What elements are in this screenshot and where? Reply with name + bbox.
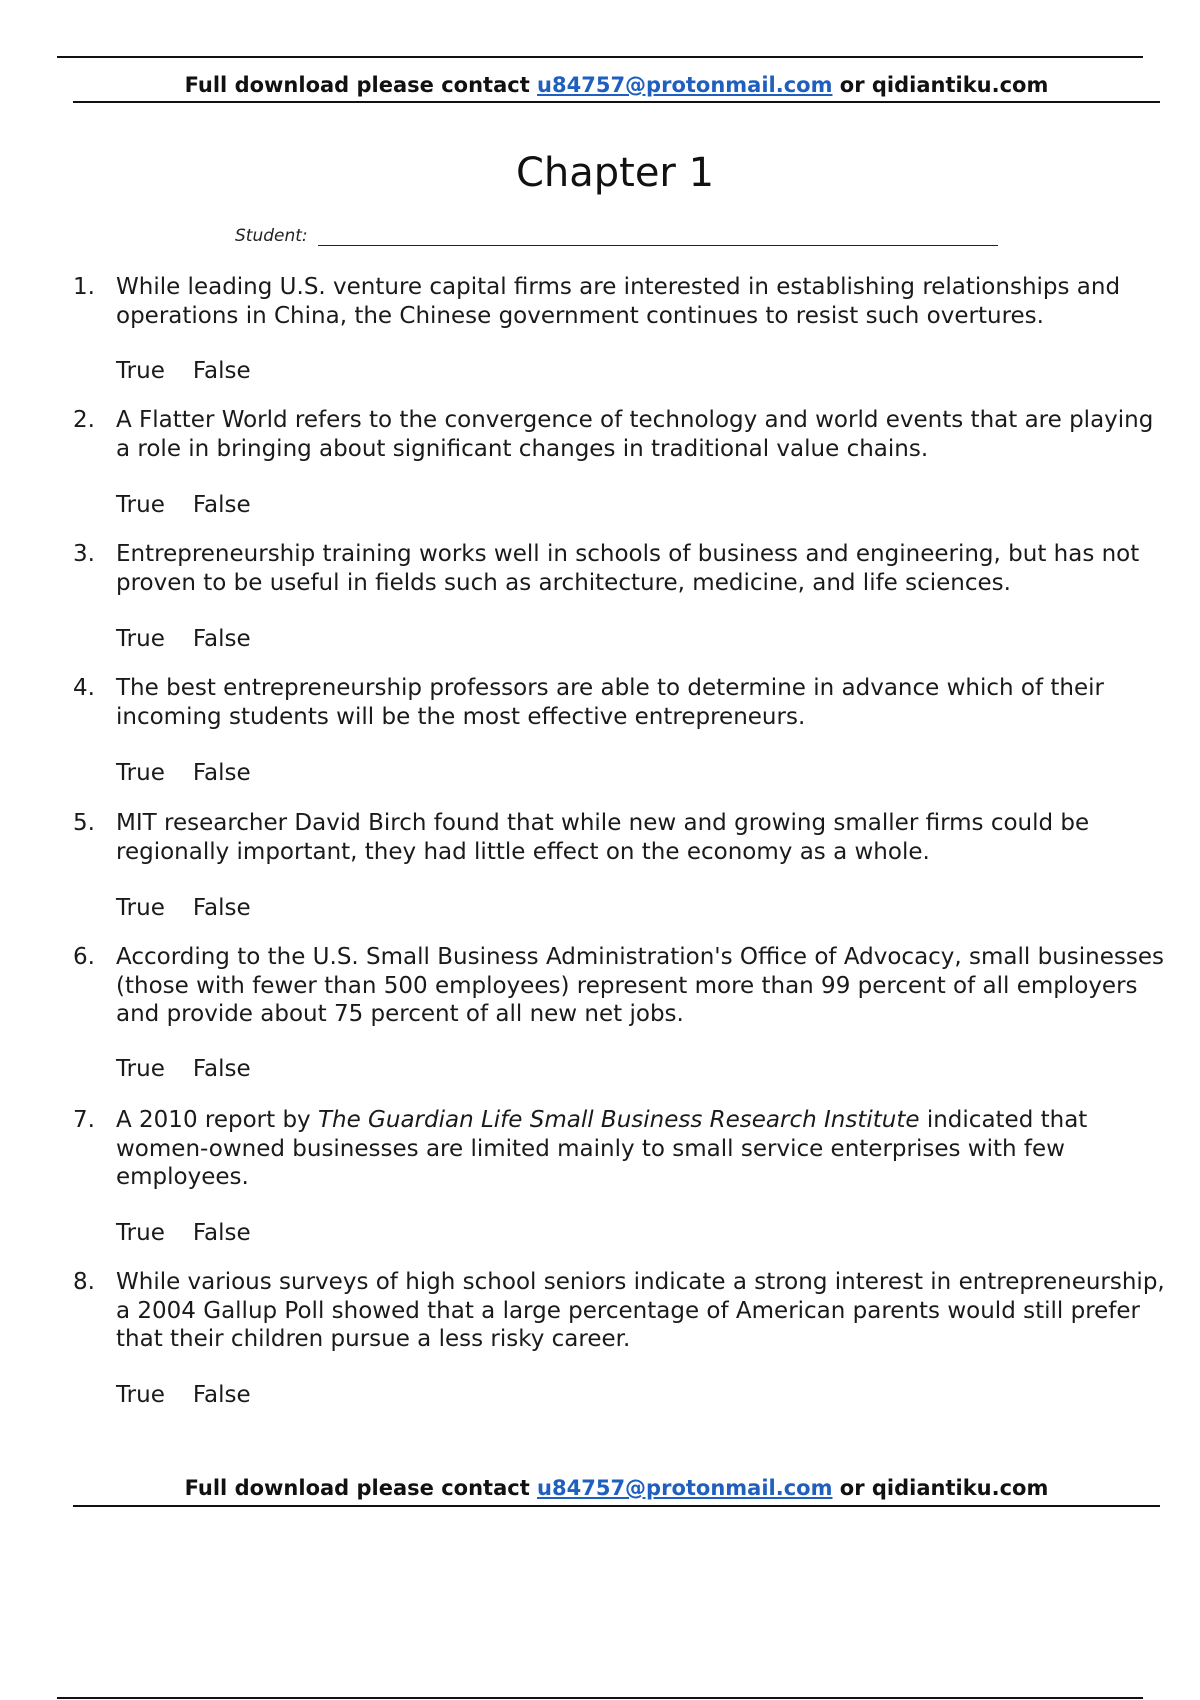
- question-number: 4.: [73, 675, 95, 701]
- answer-options-6: [116, 1055, 251, 1083]
- answer-options-8: [116, 1381, 251, 1409]
- option-true[interactable]: True: [116, 895, 165, 921]
- question-text-before: A 2010 report by: [116, 1107, 318, 1133]
- question-number: 8.: [73, 1269, 95, 1295]
- answer-options-3: [116, 625, 251, 653]
- question-text: MIT researcher David Birch found that while new and growing smaller firms could be regionally important, they had little effect on the economy as a whole.: [116, 810, 1090, 865]
- answer-options-1: [116, 357, 251, 385]
- question-5: [73, 809, 1173, 869]
- header-top-rule: [57, 56, 1143, 58]
- question-1: [73, 273, 1173, 333]
- footer-rule: [73, 1505, 1160, 1507]
- question-text: While leading U.S. venture capital firms are interested in establishing relationships and operations in China, the Chinese government continues to resist such overtures.: [116, 274, 1121, 329]
- option-true[interactable]: True: [116, 358, 165, 384]
- question-text-italic-title: The Guardian Life Small Business Research Institute: [317, 1107, 920, 1133]
- answer-options-5: [116, 894, 251, 922]
- student-label: Student:: [235, 226, 308, 246]
- question-7: [73, 1106, 1173, 1194]
- page-title: Chapter 1: [515, 150, 715, 196]
- answer-options-7: [116, 1219, 251, 1247]
- option-true[interactable]: True: [116, 760, 165, 786]
- question-number: 6.: [73, 944, 95, 970]
- answer-options-2: [116, 491, 251, 519]
- option-true[interactable]: True: [116, 492, 165, 518]
- option-false[interactable]: False: [192, 895, 251, 921]
- footer-prefix: Full download please contact: [184, 1476, 538, 1500]
- question-number: 2.: [73, 407, 95, 433]
- option-false[interactable]: False: [192, 1220, 251, 1246]
- question-8: [73, 1268, 1173, 1356]
- option-false[interactable]: False: [192, 626, 251, 652]
- question-text: [116, 1106, 1173, 1192]
- page-bottom-rule: [57, 1697, 1143, 1699]
- question-2: [73, 406, 1173, 466]
- question-number: 3.: [73, 541, 95, 567]
- question-4: [73, 674, 1173, 734]
- question-text: According to the U.S. Small Business Administration's Office of Advocacy, small businesses (those with fewer than 500 employees) represent more than 99 percent of all employers and provide about 75 percent of all new net jobs.: [116, 944, 1164, 1027]
- option-true[interactable]: True: [116, 1382, 165, 1408]
- footer-suffix: or qidiantiku.com: [832, 1476, 1049, 1500]
- option-false[interactable]: False: [192, 358, 251, 384]
- question-number: 7.: [73, 1107, 95, 1133]
- option-false[interactable]: False: [192, 1056, 251, 1082]
- header-bottom-rule: [73, 101, 1160, 103]
- header-prefix: Full download please contact: [184, 73, 538, 97]
- header-suffix: or qidiantiku.com: [832, 73, 1049, 97]
- option-false[interactable]: False: [192, 760, 251, 786]
- question-6: [73, 943, 1173, 1031]
- question-text: Entrepreneurship training works well in schools of business and engineering, but has not proven to be useful in fields such as architecture, medicine, and life sciences.: [116, 541, 1140, 596]
- question-text: The best entrepreneurship professors are able to determine in advance which of their incoming students will be the most effective entrepreneurs.: [116, 675, 1104, 730]
- question-number: 1.: [73, 274, 95, 300]
- option-false[interactable]: False: [192, 1382, 251, 1408]
- question-text: A Flatter World refers to the convergence of technology and world events that are playing a role in bringing about significant changes in traditional value chains.: [116, 407, 1154, 462]
- footer-banner: [73, 1476, 1160, 1500]
- question-3: [73, 540, 1173, 600]
- student-name-line[interactable]: [318, 245, 998, 246]
- option-false[interactable]: False: [192, 492, 251, 518]
- header-banner: [73, 73, 1160, 97]
- option-true[interactable]: True: [116, 626, 165, 652]
- answer-options-4: [116, 759, 251, 787]
- footer-email-link[interactable]: u84757@protonmail.com: [537, 1476, 833, 1500]
- question-text-after: indicated that women-owned businesses are limited mainly to small service enterprises with few employees.: [116, 1107, 1088, 1190]
- option-true[interactable]: True: [116, 1056, 165, 1082]
- question-text: While various surveys of high school seniors indicate a strong interest in entrepreneurship, a 2004 Gallup Poll showed that a large percentage of American parents would still prefer that their children pursue a less risky career.: [116, 1269, 1165, 1352]
- option-true[interactable]: True: [116, 1220, 165, 1246]
- header-email-link[interactable]: u84757@protonmail.com: [537, 73, 833, 97]
- question-number: 5.: [73, 810, 95, 836]
